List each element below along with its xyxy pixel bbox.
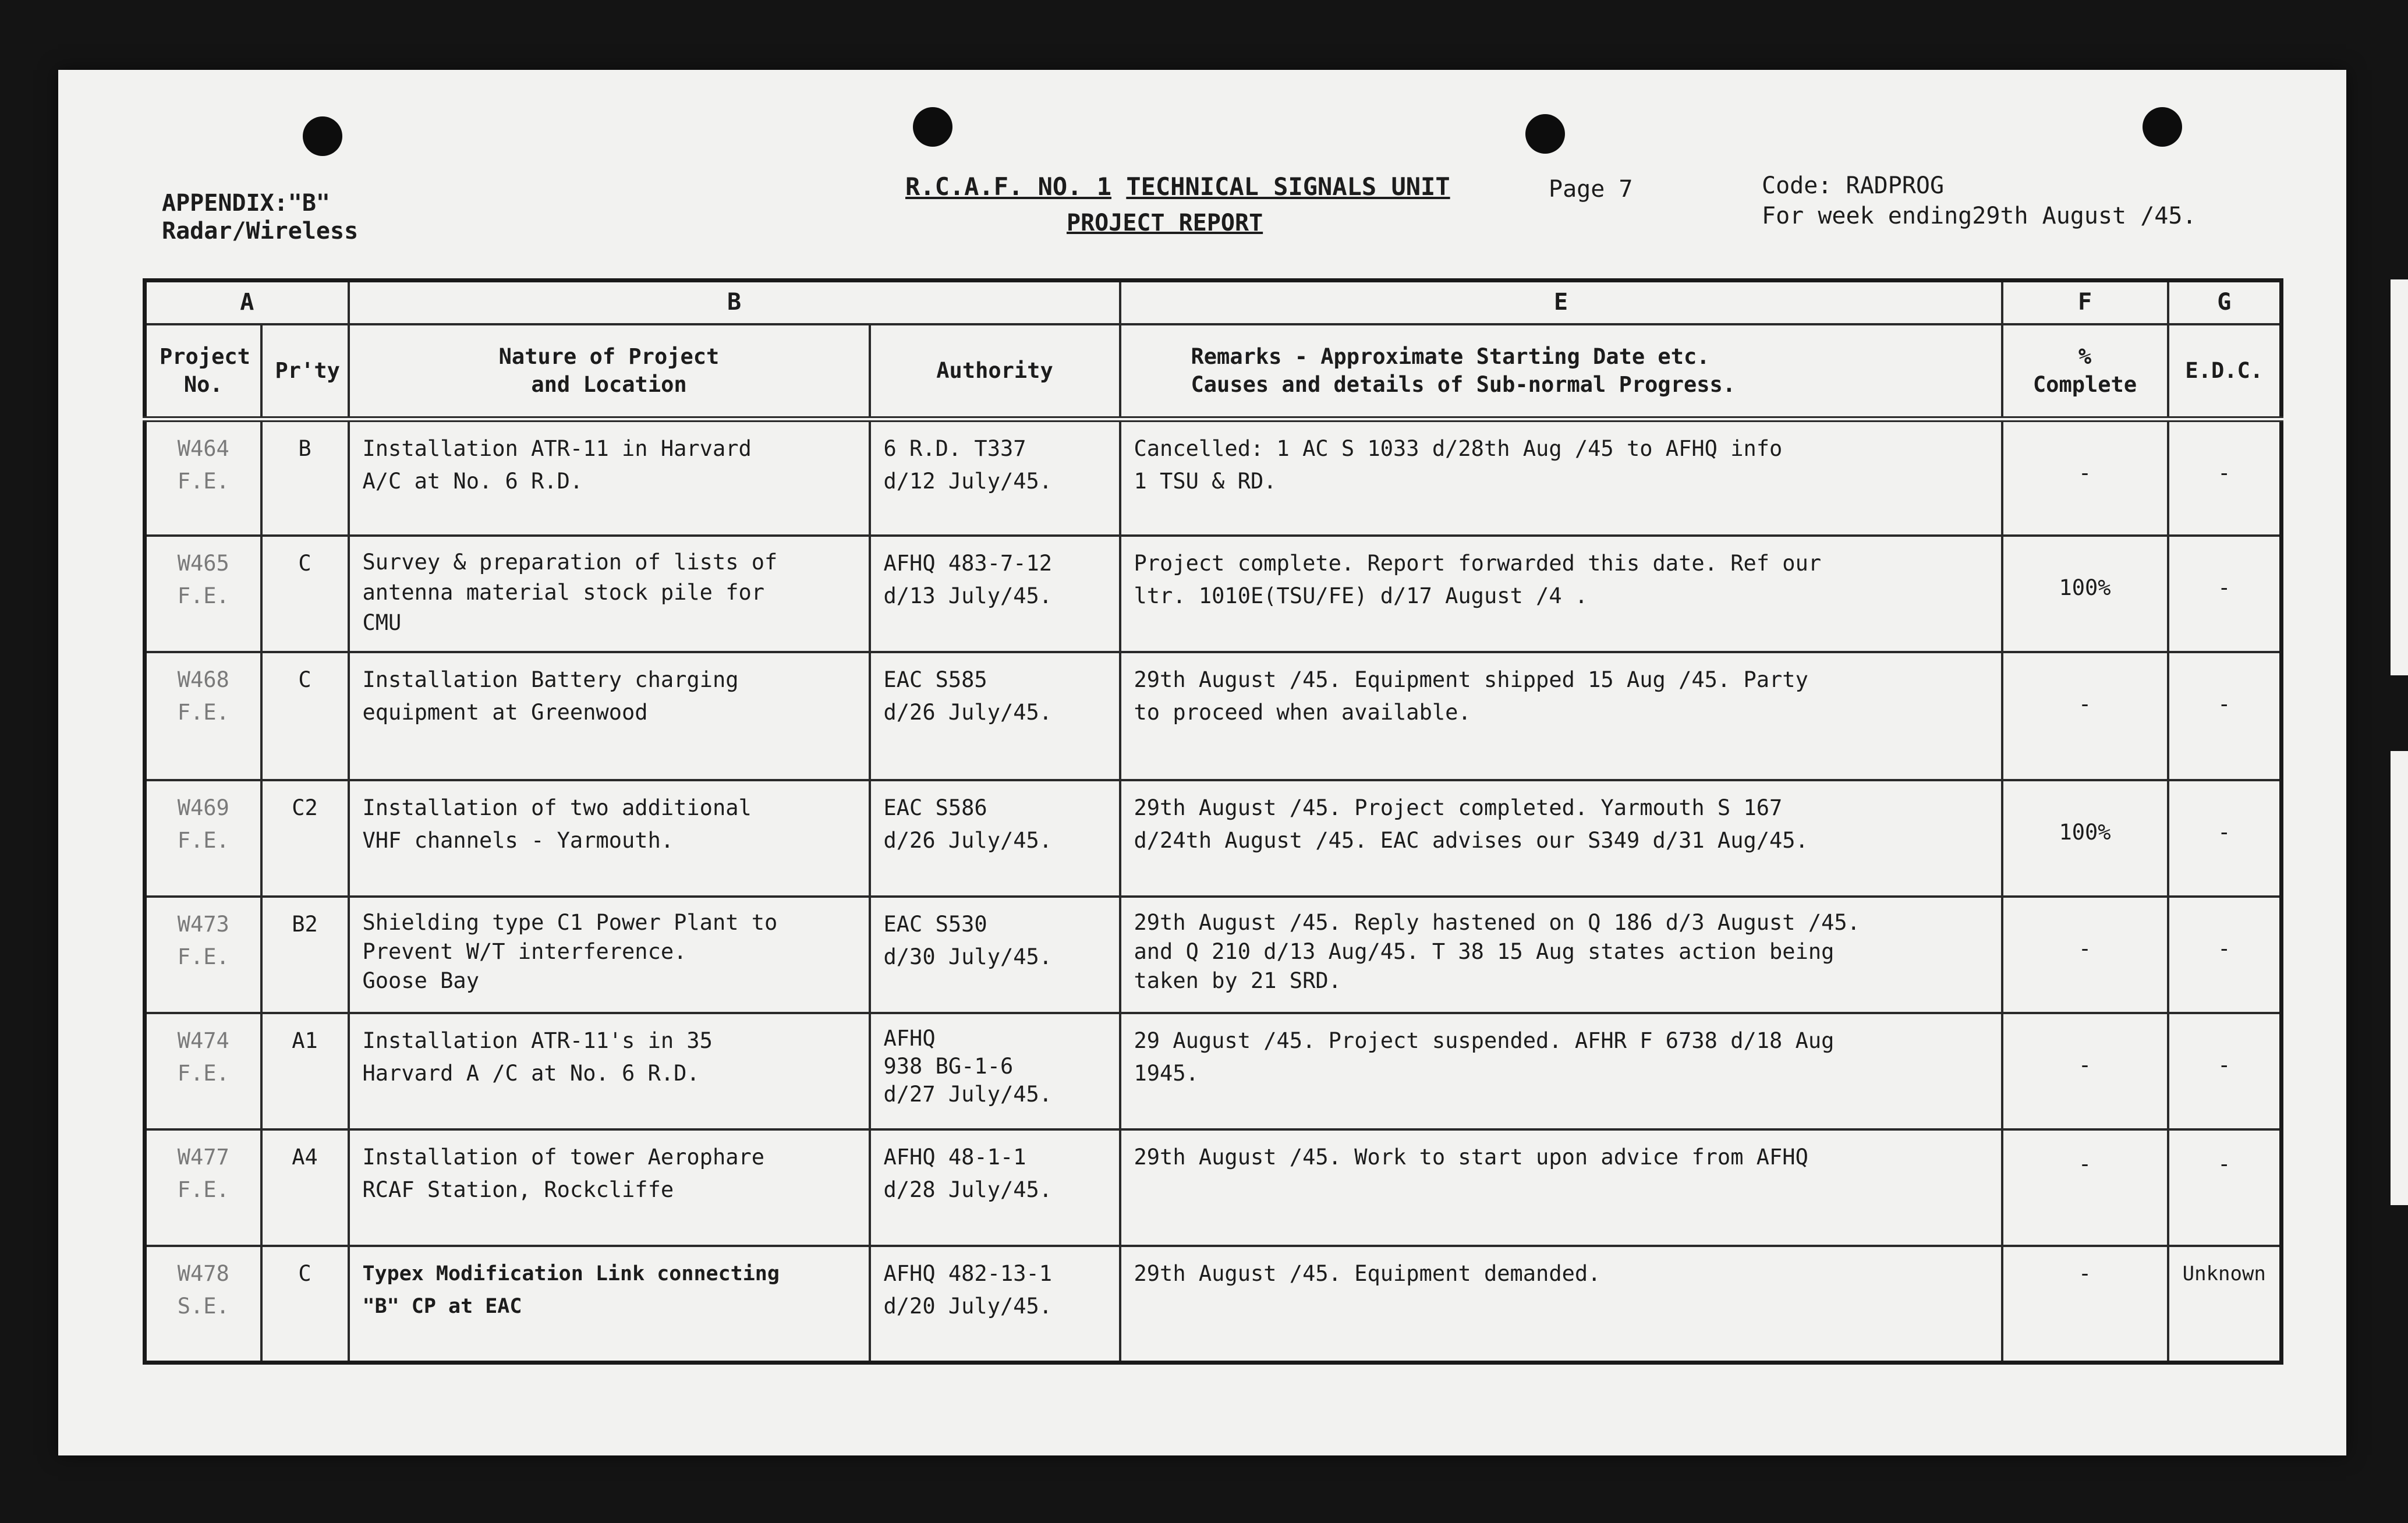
remarks-cell: 29th August /45. Work to start upon advice from AFHQ: [1120, 1129, 2002, 1246]
header-priority: Pr'ty: [261, 324, 349, 419]
nature-cell: Installation ATR-11 in Harvard A/C at No. 6 R.D.: [349, 419, 870, 536]
authority-cell: AFHQ 938 BG-1-6 d/27 July/45.: [870, 1013, 1120, 1129]
week-ending-date: 29th August /45.: [1972, 203, 2197, 229]
column-group-f: F: [2002, 281, 2168, 325]
remarks-cell: 29th August /45. Equipment demanded.: [1120, 1246, 2002, 1362]
header-complete: % Complete: [2002, 324, 2168, 419]
nature-cell: Shielding type C1 Power Plant to Prevent W/T interference. Goose Bay: [349, 897, 870, 1013]
section-label: Radar/Wireless: [162, 218, 359, 245]
complete-cell: -: [2002, 1013, 2168, 1129]
header-authority: Authority: [870, 324, 1120, 419]
edc-cell: -: [2168, 897, 2282, 1013]
complete-cell: -: [2002, 652, 2168, 780]
nature-cell: Installation Battery charging equipment at Greenwood: [349, 652, 870, 780]
adjacent-page-edge: [2391, 279, 2408, 675]
table-row: [145, 780, 2282, 897]
table-row: [145, 652, 2282, 780]
project-no-cell: W468 F.E.: [145, 652, 261, 780]
complete-cell: 100%: [2002, 536, 2168, 652]
remarks-cell: Cancelled: 1 AC S 1033 d/28th Aug /45 to AFHQ info 1 TSU & RD.: [1120, 419, 2002, 536]
header-project-no: Project No.: [145, 324, 261, 419]
unit-name: TECHNICAL SIGNALS UNIT: [1126, 172, 1450, 201]
punch-hole: [1525, 114, 1565, 154]
edc-cell: -: [2168, 1129, 2282, 1246]
week-ending: [1762, 203, 2197, 229]
edc-cell: -: [2168, 419, 2282, 536]
report-subtitle: PROJECT REPORT: [1067, 210, 1263, 236]
remarks-cell: Project complete. Report forwarded this date. Ref our ltr. 1010E(TSU/FE) d/17 August /4 .: [1120, 536, 2002, 652]
project-no-cell: W469 F.E.: [145, 780, 261, 897]
report-title: [905, 172, 1450, 201]
project-no-cell: W473 F.E.: [145, 897, 261, 1013]
table-row: [145, 897, 2282, 1013]
unit-abbrev: R.C.A.F. NO. 1: [905, 172, 1112, 201]
column-group-e: E: [1120, 281, 2002, 325]
priority-cell: B2: [261, 897, 349, 1013]
remarks-cell: 29 August /45. Project suspended. AFHR F 6738 d/18 Aug 1945.: [1120, 1013, 2002, 1129]
priority-cell: A4: [261, 1129, 349, 1246]
nature-cell: Typex Modification Link connecting "B" CP at EAC: [349, 1246, 870, 1362]
priority-cell: C: [261, 652, 349, 780]
complete-cell: -: [2002, 897, 2168, 1013]
project-no-cell: W478 S.E.: [145, 1246, 261, 1362]
edc-cell: Unknown: [2168, 1246, 2282, 1362]
priority-cell: A1: [261, 1013, 349, 1129]
remarks-cell: 29th August /45. Equipment shipped 15 Aug /45. Party to proceed when available.: [1120, 652, 2002, 780]
header-edc: E.D.C.: [2168, 324, 2282, 419]
edc-cell: -: [2168, 780, 2282, 897]
column-group-a: A: [145, 281, 349, 325]
column-group-g: G: [2168, 281, 2282, 325]
table-row: [145, 1013, 2282, 1129]
project-no-cell: W474 F.E.: [145, 1013, 261, 1129]
authority-cell: EAC S585 d/26 July/45.: [870, 652, 1120, 780]
column-group-b: B: [349, 281, 1120, 325]
remarks-cell: 29th August /45. Project completed. Yarmouth S 167 d/24th August /45. EAC advises our S349 d/31 Aug/45.: [1120, 780, 2002, 897]
nature-cell: Installation of two additional VHF channels - Yarmouth.: [349, 780, 870, 897]
priority-cell: C: [261, 536, 349, 652]
punch-hole: [913, 107, 952, 147]
complete-cell: -: [2002, 1246, 2168, 1362]
edc-cell: -: [2168, 652, 2282, 780]
remarks-cell: 29th August /45. Reply hastened on Q 186 d/3 August /45. and Q 210 d/13 Aug/45. T 38 15 Aug states action being taken by 21 SRD.: [1120, 897, 2002, 1013]
authority-cell: EAC S530 d/30 July/45.: [870, 897, 1120, 1013]
priority-cell: C2: [261, 780, 349, 897]
table-row: [145, 419, 2282, 536]
page-number: Page 7: [1549, 176, 1633, 203]
header-remarks: Remarks - Approximate Starting Date etc. Causes and details of Sub-normal Progress.: [1120, 324, 2002, 419]
authority-cell: AFHQ 482-13-1 d/20 July/45.: [870, 1246, 1120, 1362]
table-row: [145, 536, 2282, 652]
punch-hole: [303, 116, 342, 156]
authority-cell: AFHQ 48-1-1 d/28 July/45.: [870, 1129, 1120, 1246]
project-report-table: [143, 278, 2283, 1365]
edc-cell: -: [2168, 536, 2282, 652]
complete-cell: 100%: [2002, 780, 2168, 897]
project-no-cell: W477 F.E.: [145, 1129, 261, 1246]
authority-cell: 6 R.D. T337 d/12 July/45.: [870, 419, 1120, 536]
adjacent-page-edge: [2391, 751, 2408, 1205]
nature-cell: Installation ATR-11's in 35 Harvard A /C at No. 6 R.D.: [349, 1013, 870, 1129]
code-label: Code: RADPROG: [1762, 172, 1945, 199]
authority-cell: EAC S586 d/26 July/45.: [870, 780, 1120, 897]
nature-cell: Installation of tower Aerophare RCAF Station, Rockcliffe: [349, 1129, 870, 1246]
week-ending-label: For week ending: [1762, 203, 1973, 229]
complete-cell: -: [2002, 1129, 2168, 1246]
project-no-cell: W464 F.E.: [145, 419, 261, 536]
header-nature: Nature of Project and Location: [349, 324, 870, 419]
complete-cell: -: [2002, 419, 2168, 536]
nature-cell: Survey & preparation of lists of antenna material stock pile for CMU: [349, 536, 870, 652]
authority-cell: AFHQ 483-7-12 d/13 July/45.: [870, 536, 1120, 652]
priority-cell: C: [261, 1246, 349, 1362]
punch-hole: [2143, 107, 2182, 147]
appendix-label: APPENDIX:"B": [162, 190, 330, 217]
priority-cell: B: [261, 419, 349, 536]
table-row: [145, 1129, 2282, 1246]
project-no-cell: W465 F.E.: [145, 536, 261, 652]
edc-cell: -: [2168, 1013, 2282, 1129]
table-row: [145, 1246, 2282, 1362]
